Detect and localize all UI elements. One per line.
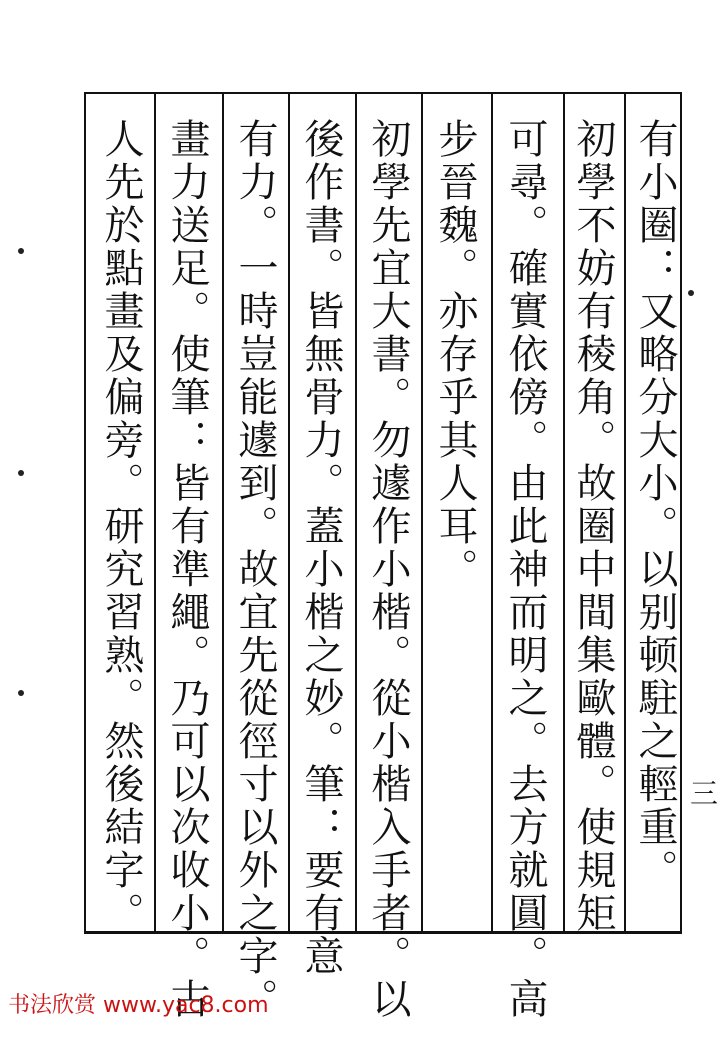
column-divider [355,92,357,934]
text-column-9: 人先於點畫及偏旁。研究習熟。然後結字。 [98,118,144,935]
watermark-footer: 书法欣赏 www.yac8.com [8,993,269,1018]
column-divider [288,92,290,934]
text-column-5: 初學先宜大書。勿遽作小楷。從小楷入手者。以 [365,118,411,1021]
text-column-2: 初學不妨有稜角。故圈中間集歐體。使規矩 [570,118,616,935]
column-divider [491,92,493,934]
text-column-3: 可尋。確實依傍。由此神而明之。去方就圓。高 [502,118,548,1021]
text-column-7: 有力。一時豈能遽到。故宜先從徑寸以外之字。 [232,118,278,1021]
margin-mark [18,248,24,254]
column-divider [154,92,156,934]
column-divider [624,92,626,934]
text-column-4: 步晉魏。亦存乎其人耳。 [432,118,478,591]
text-column-1: 有小圈：又略分大小。以别顿駐之輕重。 [632,118,678,892]
text-column-6: 後作書。皆無骨力。蓋小楷之妙。筆：要有意 [298,118,344,978]
column-divider [222,92,224,934]
column-divider [421,92,423,934]
margin-mark [18,470,24,476]
page-number: 三 [690,777,719,810]
text-column-8: 畫力送足。使筆：皆有準繩。乃可以次收小。古 [164,118,210,1021]
margin-mark [688,290,694,296]
margin-mark [18,690,24,696]
column-divider [563,92,565,934]
